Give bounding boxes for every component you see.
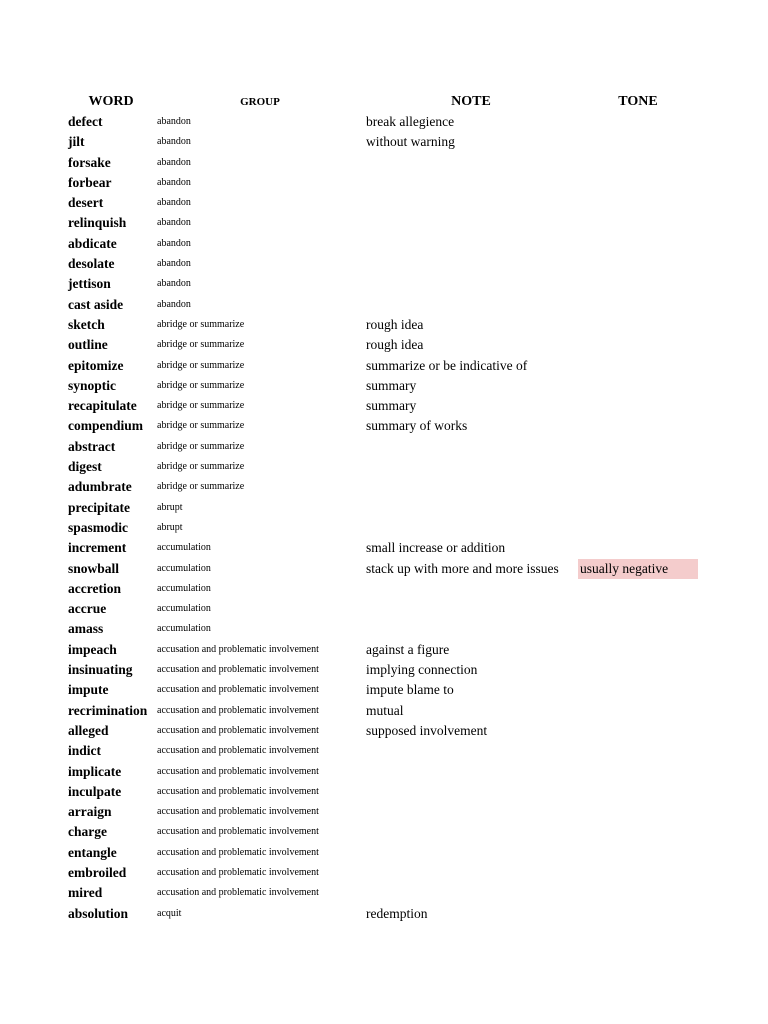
note-cell [366, 863, 578, 883]
table-row [0, 782, 768, 802]
group-cell: accumulation [157, 582, 211, 594]
table-row [0, 741, 768, 761]
table-row [0, 579, 768, 599]
table-row [0, 904, 768, 924]
group-cell: abandon [157, 298, 191, 310]
note-cell: implying connection [366, 662, 478, 678]
note-cell: without warning [366, 134, 455, 150]
word-cell: inculpate [68, 783, 122, 799]
tone-cell [578, 132, 698, 152]
word-cell: mired [68, 885, 103, 901]
note-cell [366, 843, 578, 863]
group-cell: abridge or summarize [157, 318, 245, 330]
table-row [0, 802, 768, 822]
group-cell: accumulation [157, 562, 211, 574]
note-cell [366, 782, 578, 802]
note-cell [366, 457, 578, 477]
note-cell: redemption [366, 905, 428, 921]
tone-cell [578, 863, 698, 883]
tone-cell: usually negative [578, 559, 698, 579]
word-cell: desolate [68, 256, 115, 272]
group-cell: accusation and problematic involvement [157, 704, 319, 716]
note-cell: summarize or be indicative of [366, 357, 528, 373]
header-tone: TONE [618, 94, 658, 109]
group-cell: accusation and problematic involvement [157, 806, 319, 818]
table-row [0, 762, 768, 782]
tone-cell [578, 619, 698, 639]
table-row [0, 477, 768, 497]
note-cell: impute blame to [366, 682, 454, 698]
word-cell: recrimination [68, 702, 148, 718]
tone-cell [578, 396, 698, 416]
tone-cell [578, 538, 698, 558]
word-cell: implicate [68, 763, 122, 779]
note-cell [366, 822, 578, 842]
word-cell: increment [68, 540, 127, 556]
table-row [0, 234, 768, 254]
tone-cell [578, 213, 698, 233]
group-cell: abandon [157, 156, 191, 168]
table-row [0, 640, 768, 660]
word-cell: snowball [68, 560, 120, 576]
table-body [0, 112, 768, 924]
note-cell: against a figure [366, 641, 450, 657]
tone-cell [578, 112, 698, 132]
group-cell: abandon [157, 176, 191, 188]
note-cell: summary [366, 377, 417, 393]
word-cell: forsake [68, 154, 111, 170]
tone-cell [578, 498, 698, 518]
word-cell: indict [68, 743, 102, 759]
group-cell: abandon [157, 136, 191, 148]
table-header [0, 92, 768, 112]
table-row [0, 721, 768, 741]
table-row [0, 416, 768, 436]
tone-cell [578, 234, 698, 254]
word-cell: arraign [68, 804, 112, 820]
word-cell: synoptic [68, 377, 117, 393]
tone-cell [578, 376, 698, 396]
group-cell: abridge or summarize [157, 440, 245, 452]
word-cell: impeach [68, 641, 117, 657]
word-cell: sketch [68, 316, 105, 332]
group-cell: accusation and problematic involvement [157, 643, 319, 655]
table-row [0, 701, 768, 721]
group-cell: abridge or summarize [157, 359, 245, 371]
table-row [0, 274, 768, 294]
group-cell: accusation and problematic involvement [157, 866, 319, 878]
group-cell: accusation and problematic involvement [157, 724, 319, 736]
table-row [0, 883, 768, 903]
group-cell: abridge or summarize [157, 339, 245, 351]
word-cell: embroiled [68, 864, 127, 880]
table-row [0, 457, 768, 477]
tone-cell [578, 437, 698, 457]
word-cell: recapitulate [68, 398, 137, 414]
note-cell [366, 153, 578, 173]
tone-cell [578, 701, 698, 721]
table-row [0, 376, 768, 396]
table-row [0, 599, 768, 619]
table-row [0, 559, 768, 579]
table-row [0, 315, 768, 335]
note-cell: summary [366, 398, 417, 414]
table-row [0, 680, 768, 700]
tone-cell [578, 356, 698, 376]
word-cell: jettison [68, 276, 111, 292]
tone-cell [578, 416, 698, 436]
word-cell: forbear [68, 174, 112, 190]
tone-cell [578, 640, 698, 660]
note-cell [366, 579, 578, 599]
tone-cell [578, 843, 698, 863]
tone-cell [578, 802, 698, 822]
group-cell: accumulation [157, 623, 211, 635]
note-cell [366, 295, 578, 315]
tone-cell [578, 782, 698, 802]
table-row [0, 843, 768, 863]
tone-cell [578, 173, 698, 193]
note-cell: summary of works [366, 418, 468, 434]
group-cell: accumulation [157, 542, 211, 554]
tone-cell [578, 518, 698, 538]
word-cell: alleged [68, 722, 109, 738]
word-cell: relinquish [68, 215, 127, 231]
tone-cell [578, 904, 698, 924]
word-cell: outline [68, 337, 108, 353]
tone-cell [578, 254, 698, 274]
tone-cell [578, 315, 698, 335]
note-cell [366, 762, 578, 782]
tone-cell [578, 822, 698, 842]
word-cell: amass [68, 621, 104, 637]
group-cell: accusation and problematic involvement [157, 826, 319, 838]
note-cell: break allegience [366, 114, 455, 129]
word-cell: charge [68, 824, 107, 840]
group-cell: abridge or summarize [157, 420, 245, 432]
word-cell: spasmodic [68, 519, 129, 535]
word-cell: precipitate [68, 499, 130, 515]
group-cell: accusation and problematic involvement [157, 684, 319, 696]
tone-cell [578, 741, 698, 761]
group-cell: accusation and problematic involvement [157, 745, 319, 757]
group-cell: abandon [157, 237, 191, 249]
table-row [0, 538, 768, 558]
note-cell [366, 802, 578, 822]
note-cell: mutual [366, 702, 404, 718]
tone-cell [578, 295, 698, 315]
table-row [0, 518, 768, 538]
tone-cell [578, 274, 698, 294]
tone-cell [578, 599, 698, 619]
group-cell: abridge or summarize [157, 481, 245, 493]
word-cell: abdicate [68, 235, 117, 251]
group-cell: abandon [157, 197, 191, 209]
group-cell: accusation and problematic involvement [157, 664, 319, 676]
word-cell: adumbrate [68, 479, 132, 495]
note-cell [366, 193, 578, 213]
table-row [0, 396, 768, 416]
table-row [0, 193, 768, 213]
note-cell [366, 254, 578, 274]
header-note: NOTE [451, 94, 491, 109]
tone-cell [578, 457, 698, 477]
header-word: WORD [88, 94, 134, 109]
group-cell: acquit [157, 907, 182, 919]
tone-cell [578, 335, 698, 355]
note-cell: stack up with more and more issues [366, 560, 559, 576]
table-row [0, 619, 768, 639]
note-cell [366, 437, 578, 457]
group-cell: abridge or summarize [157, 400, 245, 412]
group-cell: abridge or summarize [157, 461, 245, 473]
tone-cell [578, 153, 698, 173]
word-cell: defect [68, 114, 103, 129]
note-cell: supposed involvement [366, 722, 488, 738]
note-cell [366, 173, 578, 193]
word-cell: cast aside [68, 296, 124, 312]
group-cell: abrupt [157, 521, 183, 533]
table-row [0, 254, 768, 274]
word-cell: jilt [68, 134, 85, 150]
group-cell: accumulation [157, 603, 211, 615]
tone-cell [578, 579, 698, 599]
note-cell [366, 619, 578, 639]
header-group: GROUP [240, 96, 280, 108]
note-cell [366, 883, 578, 903]
table-row [0, 498, 768, 518]
tone-cell [578, 193, 698, 213]
table-row [0, 822, 768, 842]
table-row [0, 335, 768, 355]
group-cell: abandon [157, 258, 191, 270]
note-cell [366, 477, 578, 497]
note-cell [366, 498, 578, 518]
group-cell: abridge or summarize [157, 379, 245, 391]
tone-cell [578, 680, 698, 700]
table-row [0, 356, 768, 376]
word-cell: impute [68, 682, 109, 698]
tone-cell [578, 883, 698, 903]
table-row [0, 660, 768, 680]
word-cell: epitomize [68, 357, 124, 373]
note-cell [366, 741, 578, 761]
word-cell: entangle [68, 844, 117, 860]
note-cell: rough idea [366, 337, 424, 353]
group-cell: abandon [157, 278, 191, 290]
word-cell: accrue [68, 601, 107, 617]
note-cell: small increase or addition [366, 540, 506, 556]
table-row [0, 213, 768, 233]
tone-cell [578, 721, 698, 741]
table-row [0, 112, 768, 132]
table-row [0, 437, 768, 457]
tone-cell [578, 477, 698, 497]
group-cell: accusation and problematic involvement [157, 765, 319, 777]
word-cell: digest [68, 459, 102, 475]
word-cell: absolution [68, 905, 129, 921]
table-row [0, 295, 768, 315]
table-row [0, 153, 768, 173]
word-cell: desert [68, 195, 104, 211]
note-cell [366, 213, 578, 233]
group-cell: accusation and problematic involvement [157, 785, 319, 797]
group-cell: accusation and problematic involvement [157, 887, 319, 899]
table-row [0, 863, 768, 883]
group-cell: abrupt [157, 501, 183, 513]
note-cell: rough idea [366, 316, 424, 332]
note-cell [366, 599, 578, 619]
table-row [0, 132, 768, 152]
word-cell: compendium [68, 418, 144, 434]
note-cell [366, 234, 578, 254]
tone-cell [578, 762, 698, 782]
word-cell: abstract [68, 438, 116, 454]
group-cell: abandon [157, 116, 191, 127]
word-cell: accretion [68, 580, 121, 596]
group-cell: accusation and problematic involvement [157, 846, 319, 858]
word-cell: insinuating [68, 662, 133, 678]
note-cell [366, 518, 578, 538]
group-cell: abandon [157, 217, 191, 229]
note-cell [366, 274, 578, 294]
table-row [0, 173, 768, 193]
tone-cell [578, 660, 698, 680]
